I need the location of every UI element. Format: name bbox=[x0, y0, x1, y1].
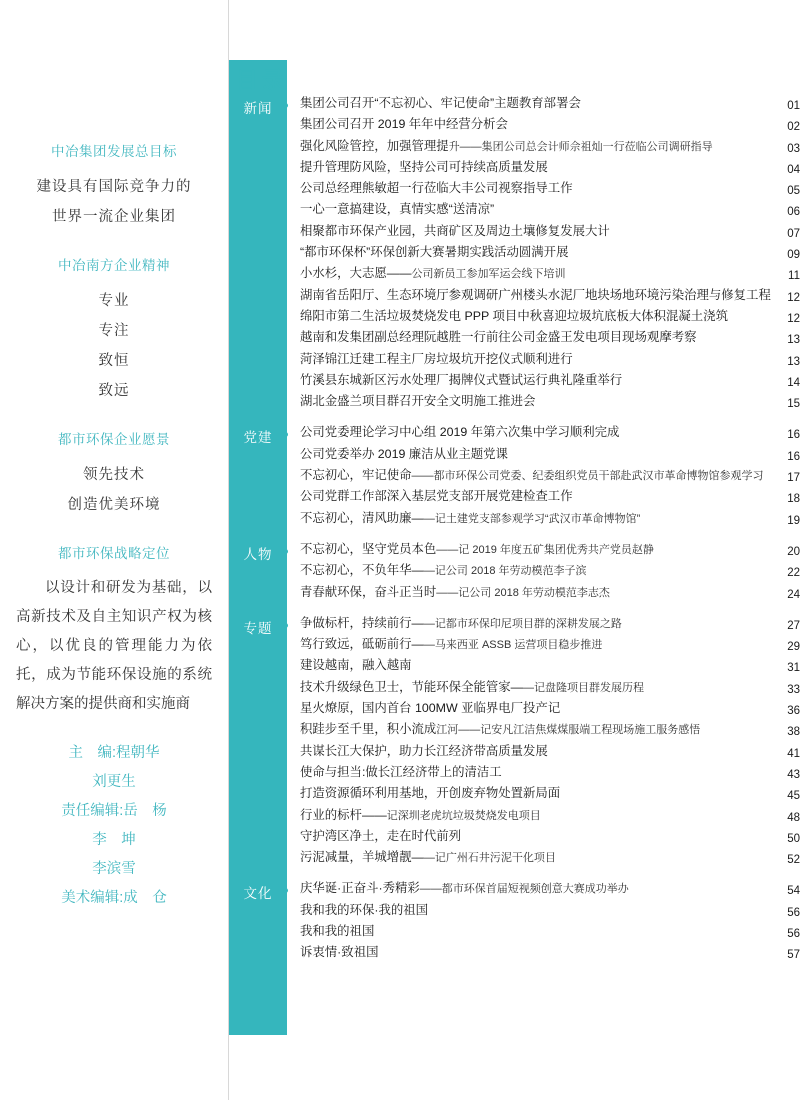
block-company-spirit bbox=[14, 254, 214, 406]
toc-entry-title[interactable]: 诉衷情·致祖国 bbox=[300, 945, 381, 960]
credit-name: 成 仓 bbox=[123, 890, 167, 906]
toc-entry[interactable] bbox=[300, 616, 800, 637]
toc-entry-title[interactable]: 青春献环保，奋斗正当时——记公司 2018 年劳动模范李志杰 bbox=[300, 585, 613, 601]
toc-entry-title[interactable]: 污泥减量，羊城增靓——记广州石井污泥干化项目 bbox=[300, 850, 559, 866]
toc-entry-title[interactable]: 一心一意搞建设，真情实感“送清凉” bbox=[300, 202, 497, 217]
toc-section bbox=[229, 881, 800, 966]
toc-entry-page: 17 bbox=[772, 472, 800, 484]
toc-entry-page: 13 bbox=[772, 356, 800, 368]
section-category-label: 党建 bbox=[243, 430, 273, 446]
toc-entry-page: 41 bbox=[772, 748, 800, 760]
credit-row bbox=[14, 884, 214, 913]
toc-section bbox=[229, 616, 800, 872]
block-company-vision bbox=[14, 428, 214, 520]
toc-entry[interactable] bbox=[300, 637, 800, 658]
editorial-credits bbox=[14, 739, 214, 913]
credit-name: 李滨雪 bbox=[92, 861, 136, 877]
credit-role: 主 编: bbox=[68, 745, 117, 761]
toc-entry-title[interactable]: 争做标杆，持续前行——记都市环保印尼项目群的深耕发展之路 bbox=[300, 616, 625, 632]
toc-entry-title[interactable]: 守护湾区净土，走在时代前列 bbox=[300, 829, 464, 844]
toc-entry-page: 11 bbox=[772, 270, 800, 282]
block-strategic-position bbox=[14, 542, 214, 719]
toc-entry-page: 36 bbox=[772, 705, 800, 717]
toc-entry[interactable] bbox=[300, 786, 800, 807]
toc-entry-page: 19 bbox=[772, 515, 800, 527]
toc-entry[interactable] bbox=[300, 160, 800, 181]
block-heading: 中冶南方企业精神 bbox=[58, 258, 170, 273]
toc-entry-title[interactable]: “都市环保杯”环保创新大赛暑期实践活动圆满开展 bbox=[300, 245, 571, 260]
section-entries bbox=[287, 542, 800, 606]
toc-entry-page: 31 bbox=[772, 662, 800, 674]
toc-entry-page: 38 bbox=[772, 726, 800, 738]
block-line: 致恒 bbox=[98, 353, 130, 369]
left-info-column bbox=[0, 0, 228, 1100]
toc-entry[interactable] bbox=[300, 680, 800, 701]
block-line: 建设具有国际竞争力的 bbox=[36, 179, 192, 195]
credit-name: 李 坤 bbox=[92, 832, 136, 848]
toc-entry-title[interactable]: 庆华诞·正奋斗·秀精彩——都市环保首届短视频创意大赛成功举办 bbox=[300, 881, 632, 897]
toc-entry-page: 22 bbox=[772, 567, 800, 579]
section-bullet-icon bbox=[283, 623, 288, 628]
toc-entry-page: 14 bbox=[772, 377, 800, 389]
toc-entry-page: 29 bbox=[772, 641, 800, 653]
toc-entry-title[interactable]: 使命与担当:做长江经济带上的清洁工 bbox=[300, 765, 505, 780]
toc-section bbox=[229, 425, 800, 531]
toc-entry[interactable] bbox=[300, 542, 800, 563]
toc-entry-title[interactable]: 星火燎原，国内首台 100MW 亚临界电厂投产记 bbox=[300, 701, 563, 716]
block-company-goal bbox=[14, 140, 214, 232]
credit-row bbox=[14, 826, 214, 855]
toc-entry[interactable] bbox=[300, 181, 800, 202]
section-bullet-icon bbox=[283, 549, 288, 554]
toc-entry-page: 03 bbox=[772, 143, 800, 155]
page-title: 目录 bbox=[235, 67, 289, 93]
toc-main bbox=[229, 0, 800, 1100]
section-entries bbox=[287, 881, 800, 966]
toc-entry-page: 56 bbox=[772, 907, 800, 919]
toc-entry[interactable] bbox=[300, 266, 800, 287]
toc-entry-title[interactable]: 不忘初心，清风助廉——记土建党支部参观学习“武汉市革命博物馆” bbox=[300, 511, 643, 527]
section-gap bbox=[229, 415, 800, 425]
toc-entry-title[interactable]: 越南和发集团副总经理阮越胜一行前往公司金盛王发电项目现场观摩考察 bbox=[300, 330, 700, 345]
toc-entry-page: 50 bbox=[772, 833, 800, 845]
toc-entry-page: 24 bbox=[772, 589, 800, 601]
section-gap bbox=[229, 871, 800, 881]
toc-entry-title[interactable]: 小水杉，大志愿——公司新员工参加军运会线下培训 bbox=[300, 266, 569, 282]
credit-role: 美术编辑: bbox=[61, 890, 124, 906]
toc-entry-page: 01 bbox=[772, 100, 800, 112]
toc-entry-page: 06 bbox=[772, 206, 800, 218]
toc-entry-page: 43 bbox=[772, 769, 800, 781]
toc-entry-title[interactable]: 共谋长江大保护，助力长江经济带高质量发展 bbox=[300, 744, 551, 759]
toc-entry-title[interactable]: 公司党群工作部深入基层党支部开展党建检查工作 bbox=[300, 489, 576, 504]
toc-entry-title[interactable]: 菏泽锦江迁建工程主厂房垃圾坑开挖仪式顺利进行 bbox=[300, 352, 576, 367]
credit-row bbox=[14, 797, 214, 826]
toc-entry[interactable] bbox=[300, 309, 800, 330]
block-heading: 都市环保战略定位 bbox=[58, 546, 170, 561]
toc-entry[interactable] bbox=[300, 701, 800, 722]
toc-entry-page: 54 bbox=[772, 885, 800, 897]
credit-row bbox=[14, 855, 214, 884]
toc-entry-title[interactable]: 我和我的环保·我的祖国 bbox=[300, 903, 431, 918]
toc-entry[interactable] bbox=[300, 722, 800, 743]
toc-entry[interactable] bbox=[300, 744, 800, 765]
block-line: 世界一流企业集团 bbox=[52, 209, 176, 225]
toc-entry-title[interactable]: 不忘初心，牢记使命——都市环保公司党委、纪委组织党员干部赴武汉市革命博物馆参观学习 bbox=[300, 468, 767, 484]
section-category-label: 专题 bbox=[243, 620, 273, 636]
toc-entry-page: 09 bbox=[772, 249, 800, 261]
toc-entry-page: 04 bbox=[772, 164, 800, 176]
toc-entry[interactable] bbox=[300, 468, 800, 489]
toc-entry-title[interactable]: 湖南省岳阳厅、生态环境厅参观调研广州楼头水泥厂地块场地环境污染治理与修复工程 bbox=[300, 288, 774, 303]
toc-entry[interactable] bbox=[300, 808, 800, 829]
toc-entry-page: 15 bbox=[772, 398, 800, 410]
section-category-label: 文化 bbox=[243, 886, 273, 902]
toc-entry-page: 13 bbox=[772, 334, 800, 346]
toc-entry[interactable] bbox=[300, 489, 800, 510]
toc-entry-title[interactable]: 湖北金盛兰项目群召开安全文明施工推进会 bbox=[300, 394, 538, 409]
toc-entry-page: 16 bbox=[772, 429, 800, 441]
toc-entry-page: 18 bbox=[772, 493, 800, 505]
toc-entry[interactable] bbox=[300, 765, 800, 786]
toc-entry[interactable] bbox=[300, 224, 800, 245]
toc-entry-title[interactable]: 相聚都市环保产业园，共商矿区及周边土壤修复发展大计 bbox=[300, 224, 613, 239]
section-category-label: 人物 bbox=[243, 546, 273, 562]
toc-entry-title[interactable]: 竹溪县东城新区污水处理厂揭牌仪式暨试运行典礼隆重举行 bbox=[300, 373, 625, 388]
toc-entry[interactable] bbox=[300, 850, 800, 871]
toc-entry-page: 07 bbox=[772, 228, 800, 240]
block-heading: 中冶集团发展总目标 bbox=[51, 144, 177, 159]
toc-entry-page: 45 bbox=[772, 790, 800, 802]
section-entries bbox=[287, 96, 800, 415]
toc-entry-title[interactable]: 积跬步至千里，积小流成江河——记安凡江洁焦煤煤服端工程现场施工服务感悟 bbox=[300, 722, 703, 738]
toc-entry-page: 12 bbox=[772, 292, 800, 304]
toc-entry-page: 56 bbox=[772, 928, 800, 940]
toc-entry[interactable] bbox=[300, 330, 800, 351]
toc-entry-title[interactable]: 技术升级绿色卫士，节能环保全能管家——记盘隆项目群发展历程 bbox=[300, 680, 647, 696]
toc-entry-title[interactable]: 行业的标杆——记深圳老虎坑垃圾焚烧发电项目 bbox=[300, 808, 544, 824]
toc-entry[interactable] bbox=[300, 245, 800, 266]
toc-entry[interactable] bbox=[300, 425, 800, 446]
credit-name: 刘更生 bbox=[92, 774, 136, 790]
toc-entry-title[interactable]: 集团公司召开 2019 年年中经营分析会 bbox=[300, 117, 511, 132]
toc-entry[interactable] bbox=[300, 202, 800, 223]
credit-row bbox=[14, 739, 214, 768]
toc-entry-title[interactable]: 公司党委举办 2019 廉洁从业主题党课 bbox=[300, 447, 511, 462]
block-paragraph: 以设计和研发为基础，以高新技术及自主知识产权为核心，以优良的管理能力为依托，成为节能环保设施的系统解决方案的提供商和实施商 bbox=[16, 580, 212, 712]
section-entries bbox=[287, 616, 800, 872]
toc-entry-page: 57 bbox=[772, 949, 800, 961]
toc-entry-title[interactable]: 公司党委理论学习中心组 2019 年第六次集中学习顺利完成 bbox=[300, 425, 622, 440]
block-line: 领先技术 bbox=[83, 467, 145, 483]
toc-entry-title[interactable]: 强化风险管控，加强管理提升——集团公司总会计师佘祖灿一行莅临公司调研指导 bbox=[300, 139, 716, 155]
toc-entry[interactable] bbox=[300, 352, 800, 373]
toc-entry[interactable] bbox=[300, 881, 800, 902]
credit-row bbox=[14, 768, 214, 797]
toc-section bbox=[229, 542, 800, 606]
toc-entry-title[interactable]: 不忘初心，不负年华——记公司 2018 年劳动模范李子滨 bbox=[300, 563, 590, 579]
toc-entry-title[interactable]: 笃行致远，砥砺前行——马来西亚 ASSB 运营项目稳步推进 bbox=[300, 637, 605, 653]
block-line: 创造优美环境 bbox=[67, 497, 161, 513]
toc-entry[interactable] bbox=[300, 373, 800, 394]
toc-entry-title[interactable]: 提升管理防风险，坚持公司可持续高质量发展 bbox=[300, 160, 551, 175]
toc-entry-title[interactable]: 不忘初心，坚守党员本色——记 2019 年度五矿集团优秀共产党员赵静 bbox=[300, 542, 657, 558]
credit-name: 岳 杨 bbox=[123, 803, 167, 819]
toc-entry-page: 20 bbox=[772, 546, 800, 558]
toc-entry-page: 16 bbox=[772, 451, 800, 463]
toc-entry[interactable] bbox=[300, 658, 800, 679]
left-info-inner bbox=[14, 140, 214, 913]
toc-entry[interactable] bbox=[300, 945, 800, 966]
section-gap bbox=[229, 967, 800, 977]
block-line: 致远 bbox=[98, 383, 130, 399]
toc-entry-page: 52 bbox=[772, 854, 800, 866]
block-line: 专注 bbox=[98, 323, 130, 339]
toc-entry-title[interactable]: 公司总经理熊敏超一行莅临大丰公司视察指导工作 bbox=[300, 181, 576, 196]
toc-entry-page: 27 bbox=[772, 620, 800, 632]
toc-entry[interactable] bbox=[300, 394, 800, 415]
section-gap bbox=[229, 532, 800, 542]
toc-entry-title[interactable]: 打造资源循环利用基地，开创废弃物处置新局面 bbox=[300, 786, 563, 801]
section-bullet-icon bbox=[283, 103, 288, 108]
toc-entry[interactable] bbox=[300, 924, 800, 945]
toc-entry[interactable] bbox=[300, 903, 800, 924]
toc-entry[interactable] bbox=[300, 563, 800, 584]
toc-entry-page: 05 bbox=[772, 185, 800, 197]
toc-entry[interactable] bbox=[300, 288, 800, 309]
toc-entry-page: 12 bbox=[772, 313, 800, 325]
toc-entry-page: 48 bbox=[772, 812, 800, 824]
toc-entry[interactable] bbox=[300, 829, 800, 850]
toc-entry[interactable] bbox=[300, 447, 800, 468]
section-category-label: 新闻 bbox=[243, 101, 273, 116]
section-entries bbox=[287, 425, 800, 531]
section-gap bbox=[229, 606, 800, 616]
toc-entry[interactable] bbox=[300, 96, 800, 117]
toc-entry-title[interactable]: 建设越南，融入越南 bbox=[300, 658, 415, 673]
credit-role: 责任编辑: bbox=[61, 803, 124, 819]
toc-sections bbox=[229, 96, 800, 977]
toc-entry-title[interactable]: 我和我的祖国 bbox=[300, 924, 377, 939]
block-line: 专业 bbox=[98, 293, 130, 309]
toc-entry-page: 33 bbox=[772, 684, 800, 696]
block-heading: 都市环保企业愿景 bbox=[58, 432, 170, 447]
toc-section bbox=[229, 96, 800, 415]
toc-entry-title[interactable]: 集团公司召开“不忘初心、牢记使命”主题教育部署会 bbox=[300, 96, 584, 111]
credit-name: 程朝华 bbox=[116, 745, 160, 761]
toc-entry[interactable] bbox=[300, 585, 800, 606]
toc-entry[interactable] bbox=[300, 139, 800, 160]
toc-entry-page: 02 bbox=[772, 121, 800, 133]
toc-entry[interactable] bbox=[300, 117, 800, 138]
toc-entry-title[interactable]: 绵阳市第二生活垃圾焚烧发电 PPP 项目中秋喜迎垃圾坑底板大体积混凝土浇筑 bbox=[300, 309, 731, 324]
toc-entry[interactable] bbox=[300, 511, 800, 532]
